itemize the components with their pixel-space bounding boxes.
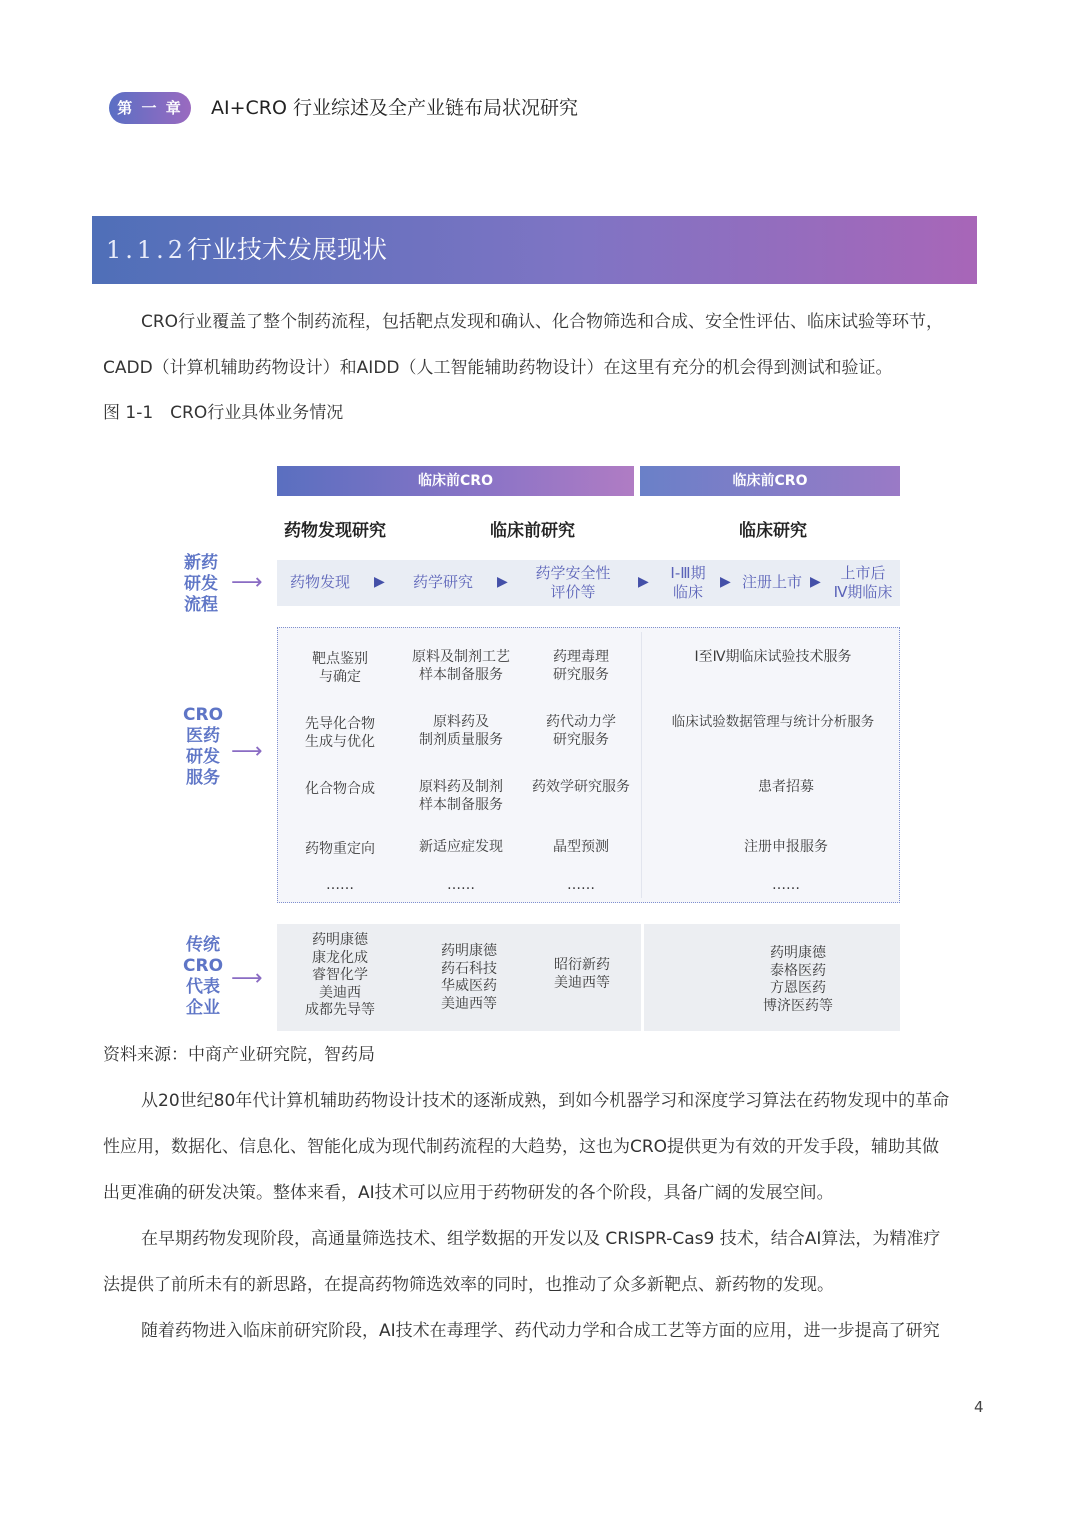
- flow-step: 注册上市: [741, 573, 802, 591]
- figure-caption: 图 1-1 CRO行业具体业务情况: [103, 403, 344, 423]
- flow-step-line: 上市后: [840, 564, 886, 582]
- body-p2-line-2: 法提供了前所未有的新思路，在提高药物筛选效率的同时，也推动了众多新靶点、新药物的发现。: [103, 1275, 834, 1295]
- service-item: 药效学研究服务: [532, 779, 630, 795]
- service-line: 样本制备服务: [419, 667, 503, 683]
- company-list: [532, 957, 632, 992]
- service-item: Ⅰ至Ⅳ期临床试验技术服务: [694, 649, 852, 665]
- figure-source: 资料来源：中商产业研究院，智药局: [103, 1045, 375, 1065]
- company-name: 方恩医药: [770, 980, 826, 996]
- company-name: 药石科技: [441, 960, 497, 977]
- company-name: 泰格医药: [770, 962, 826, 979]
- triangle-right-icon: ▶: [810, 574, 821, 590]
- flow-step: 药学研究: [412, 573, 473, 591]
- phase-bar-clinical: 临床前CRO: [640, 466, 900, 496]
- company-name: 药明康德: [770, 945, 826, 961]
- side-label-line: 代表: [186, 977, 220, 997]
- service-line: 先导化合物: [305, 716, 375, 732]
- service-line: 原料药及制剂: [419, 779, 503, 795]
- side-label-line: 医药: [186, 726, 220, 746]
- arrow-right-icon: ⟶: [231, 739, 263, 764]
- flow-step-line: Ⅰ-Ⅲ期: [670, 564, 706, 582]
- service-item: [403, 713, 519, 749]
- service-item: [290, 650, 390, 686]
- company-name: 昭衍新药: [554, 957, 610, 973]
- section-number: 1.1.2: [106, 236, 188, 264]
- body-p1-line-1: 从20世纪80年代计算机辅助药物设计技术的逐渐成熟，到如今机器学习和深度学习算法在药物发现中的革命: [141, 1091, 950, 1111]
- triangle-right-icon: ▶: [638, 574, 649, 590]
- service-item: [524, 648, 638, 684]
- side-label-line: 传统: [186, 935, 220, 955]
- service-line: 制剂质量服务: [419, 732, 503, 748]
- body-p3-line-1: 随着药物进入临床前研究阶段，AI技术在毒理学、药代动力学和合成工艺等方面的应用，进一步提高了研究: [141, 1321, 940, 1341]
- company-name: 睿智化学: [312, 967, 368, 983]
- page-number: 4: [974, 1398, 984, 1416]
- side-label-companies: [183, 935, 223, 1019]
- flow-step: [524, 564, 622, 602]
- company-name: 华威医药: [441, 978, 497, 994]
- side-label-line: CRO: [183, 705, 224, 725]
- service-line: 与确定: [319, 669, 361, 685]
- flow-step-line: 临床: [672, 583, 703, 601]
- chapter-badge: 第 一 章: [109, 92, 191, 124]
- service-line: 原料及制剂工艺: [412, 649, 510, 665]
- company-name: 康龙化成: [312, 949, 368, 966]
- company-list: [419, 943, 519, 1013]
- service-item: 注册申报服务: [744, 839, 828, 855]
- triangle-right-icon: ▶: [497, 574, 508, 590]
- body-p1-line-3: 出更准确的研发决策。整体来看，AI技术可以应用于药物研发的各个阶段，具备广阔的发展空间。: [103, 1183, 834, 1203]
- chapter-title: AI+CRO 行业综述及全产业链布局状况研究: [211, 97, 578, 119]
- flow-step: 药物发现: [289, 573, 350, 591]
- service-ellipsis: ……: [447, 877, 475, 893]
- phase-bar-preclinical: 临床前CRO: [277, 466, 634, 496]
- service-line: 研究服务: [553, 732, 609, 748]
- company-name: 博济医药等: [763, 997, 833, 1014]
- service-line: 靶点鉴别: [312, 651, 368, 667]
- service-item: 晶型预测: [553, 839, 609, 855]
- service-ellipsis: ……: [772, 877, 800, 893]
- service-line: 生成与优化: [305, 734, 375, 750]
- service-item: 化合物合成: [305, 781, 375, 797]
- section-title: 行业技术发展现状: [187, 235, 388, 264]
- company-list: [290, 932, 390, 1020]
- company-name: 成都先导等: [305, 1002, 375, 1018]
- company-name: 药明康德: [441, 943, 497, 959]
- company-name: 美迪西等: [554, 974, 610, 991]
- side-label-line: 研发: [186, 747, 220, 767]
- service-item: [290, 715, 390, 751]
- intro-line-2: CADD（计算机辅助药物设计）和AIDD（人工智能辅助药物设计）在这里有充分的机会得到测试和验证。: [103, 358, 893, 378]
- side-label-line: 研发: [184, 574, 218, 594]
- flow-step-line: Ⅳ期临床: [833, 583, 893, 601]
- service-item: [403, 778, 519, 814]
- side-label-services: [183, 705, 223, 789]
- service-ellipsis: ……: [326, 877, 354, 893]
- arrow-right-icon: ⟶: [231, 966, 263, 991]
- service-item: 药物重定向: [305, 841, 375, 857]
- stage-preclinical: 临床前研究: [490, 521, 575, 541]
- service-ellipsis: ……: [567, 877, 595, 893]
- companies-divider: [641, 924, 644, 1031]
- intro-line-1: CRO行业覆盖了整个制药流程，包括靶点发现和确认、化合物筛选和合成、安全性评估、临床试验等环节，: [141, 312, 944, 332]
- service-item: [403, 648, 519, 684]
- service-item: 临床试验数据管理与统计分析服务: [671, 714, 875, 730]
- side-label-line: CRO: [183, 956, 224, 976]
- flow-step: [826, 564, 900, 602]
- side-label-line: 新药: [184, 553, 218, 573]
- side-label-line: 流程: [184, 595, 218, 615]
- flow-step: [656, 564, 720, 602]
- arrow-right-icon: ⟶: [231, 570, 263, 595]
- services-divider: [641, 632, 642, 898]
- service-line: 原料药及: [433, 714, 489, 730]
- side-label-line: 企业: [186, 998, 220, 1018]
- flow-step-line: 评价等: [550, 583, 596, 601]
- stage-discovery: 药物发现研究: [284, 521, 386, 541]
- service-item: 新适应症发现: [419, 839, 503, 855]
- company-list: [748, 945, 848, 1015]
- stage-clinical: 临床研究: [739, 521, 807, 541]
- service-line: 样本制备服务: [419, 797, 503, 813]
- side-label-line: 服务: [186, 768, 220, 788]
- company-name: 美迪西等: [441, 995, 497, 1012]
- service-line: 药代动力学: [546, 714, 616, 730]
- side-label-flow: [181, 553, 221, 616]
- service-item: [524, 713, 638, 749]
- company-name: 药明康德: [312, 932, 368, 948]
- service-line: 研究服务: [553, 667, 609, 683]
- company-name: 美迪西: [319, 984, 361, 1001]
- flow-step-line: 药学安全性: [535, 564, 611, 582]
- triangle-right-icon: ▶: [374, 574, 385, 590]
- triangle-right-icon: ▶: [720, 574, 731, 590]
- body-p2-line-1: 在早期药物发现阶段，高通量筛选技术、组学数据的开发以及 CRISPR-Cas9 技术，结合AI算法，为精准疗: [141, 1229, 941, 1249]
- body-p1-line-2: 性应用，数据化、信息化、智能化成为现代制药流程的大趋势，这也为CRO提供更为有效的开发手段，辅助其做: [103, 1137, 940, 1157]
- service-line: 药理毒理: [553, 649, 609, 665]
- service-item: 患者招募: [758, 779, 814, 795]
